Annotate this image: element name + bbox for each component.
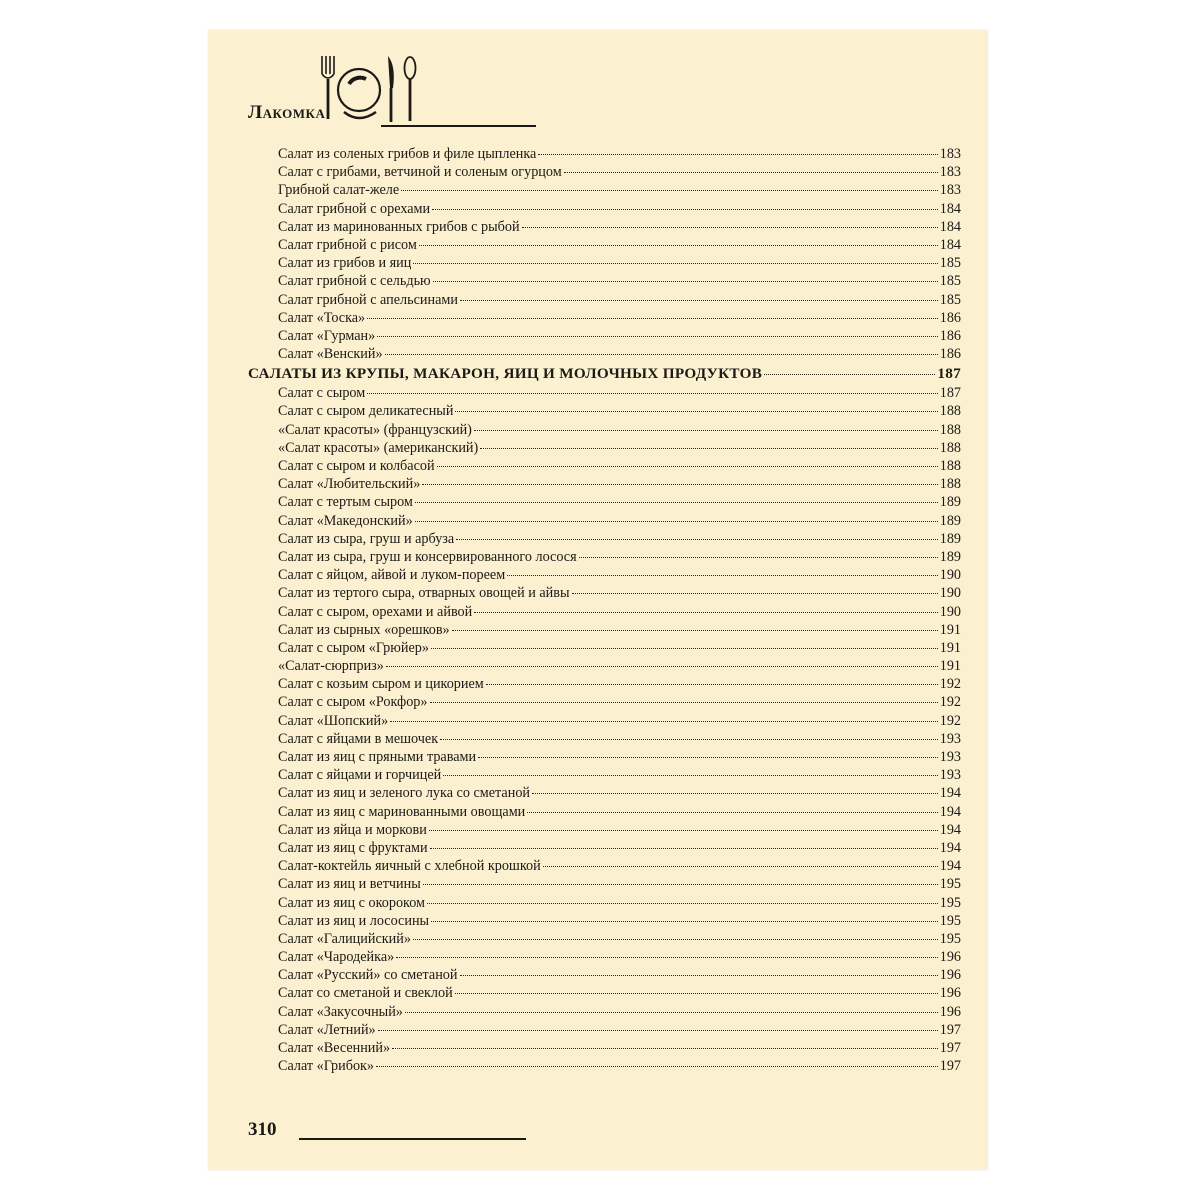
toc-page-number: 187 [939, 385, 961, 402]
dot-leader [385, 353, 938, 355]
toc-page-number: 195 [939, 930, 961, 947]
dot-leader [430, 847, 938, 849]
toc-entry [248, 748, 961, 766]
toc-page-number: 186 [939, 309, 961, 326]
toc-page-number: 197 [939, 1021, 961, 1038]
toc-page-number: 186 [939, 327, 961, 344]
toc-title: Салат «Галицийский» [278, 930, 411, 947]
toc-title: Салат с сыром и колбасой [278, 458, 435, 474]
toc-page-number: 186 [939, 346, 961, 363]
dot-leader [437, 465, 938, 467]
toc-page-number: 192 [939, 676, 961, 693]
toc-title: Салат из яиц с пряными травами [278, 749, 477, 765]
dot-leader [396, 956, 938, 958]
dot-leader [474, 429, 938, 431]
toc-title: САЛАТЫ ИЗ КРУПЫ, МАКАРОН, ЯИЦ И МОЛОЧНЫХ ПРОДУКТОВ [248, 365, 763, 383]
toc-page-number: 191 [939, 639, 961, 656]
toc-title: Салат из яиц с окороком [278, 894, 426, 911]
dot-leader [507, 574, 938, 576]
toc-title: Салат «Грибок» [278, 1058, 375, 1075]
toc-entry [248, 254, 961, 272]
toc-entry [248, 272, 961, 290]
toc-page-number: 193 [939, 730, 961, 747]
toc-page-number: 184 [939, 236, 961, 253]
toc-page-number: 190 [939, 603, 961, 620]
toc-page-number: 188 [939, 403, 961, 420]
header-logo [248, 52, 448, 128]
toc-title: Салат из соленых грибов и филе цыпленка [278, 146, 537, 162]
toc-page-number: 196 [939, 967, 961, 984]
toc-title: Салат грибной с сельдью [278, 273, 431, 290]
dot-leader [392, 1047, 938, 1049]
toc-entry [248, 894, 961, 912]
toc-page-number: 196 [939, 949, 961, 966]
toc-title: Салат из тертого сыра, отварных овощей и айвы [278, 585, 570, 602]
toc-page-number: 193 [939, 767, 961, 784]
toc-entry [248, 200, 961, 218]
toc-title: Салат с яйцами и горчицей [278, 767, 442, 784]
toc-entry [248, 291, 961, 309]
dot-leader [430, 701, 938, 703]
dot-leader [579, 556, 938, 558]
dot-leader [572, 592, 938, 594]
toc-title: Салат со сметаной и свеклой [278, 985, 453, 1002]
dot-leader [405, 1011, 938, 1013]
toc-title: Салат из сырных «орешков» [278, 621, 450, 638]
toc-page-number: 195 [939, 912, 961, 929]
toc-title: Салат «Тоска» [278, 309, 366, 326]
toc-entry [248, 512, 961, 530]
dot-leader [478, 756, 938, 758]
dot-leader [455, 992, 938, 994]
toc-entry [248, 639, 961, 657]
toc-entry [248, 145, 961, 163]
dot-leader [432, 208, 938, 210]
toc-page-number: 187 [937, 365, 961, 383]
toc-title: Салат «Русский» со сметаной [278, 967, 458, 984]
toc-title: Салат грибной с апельсинами [278, 291, 458, 308]
toc-title: Салат с грибами, ветчиной и соленым огурцом [278, 164, 562, 181]
toc-page-number: 194 [939, 785, 961, 802]
dot-leader [460, 974, 938, 976]
dot-leader [443, 774, 937, 776]
toc-entry [248, 384, 961, 402]
toc-entry [248, 675, 961, 693]
toc-page-number: 184 [939, 200, 961, 217]
toc-entry [248, 181, 961, 199]
dot-leader [538, 153, 937, 155]
dot-leader [431, 647, 938, 649]
toc-title: «Салат красоты» (французский) [278, 421, 472, 438]
toc-title: Салат-коктейль яичный с хлебной крошкой [278, 858, 541, 875]
toc-title: «Салат красоты» (американский) [278, 439, 479, 456]
toc-title: Салат с сыром «Грюйер» [278, 639, 429, 656]
toc-entry [248, 875, 961, 893]
toc-title: Салат с яйцами в мешочек [278, 730, 439, 747]
toc-entry [248, 730, 961, 748]
toc-entry [248, 1057, 961, 1075]
dot-leader [422, 483, 937, 485]
toc-title: Салат из яиц с маринованными овощами [278, 803, 526, 820]
toc-page-number: 188 [939, 421, 961, 438]
toc-entry [248, 984, 961, 1002]
toc-entry [248, 839, 961, 857]
toc-entry [248, 584, 961, 602]
toc-title: Салат «Шопский» [278, 712, 389, 729]
page-footer [248, 1119, 648, 1149]
dot-leader [452, 629, 938, 631]
toc-page-number: 194 [939, 839, 961, 856]
toc-page-number: 195 [939, 876, 961, 893]
toc-page-number: 184 [939, 218, 961, 235]
dot-leader [415, 501, 938, 503]
toc-title: Салат «Чародейка» [278, 949, 395, 966]
dot-leader [764, 373, 935, 375]
toc-page-number: 188 [939, 439, 961, 456]
toc-title: Салат с сыром [278, 385, 366, 402]
toc-title: Салат из сыра, груш и арбуза [278, 530, 455, 547]
toc-entry [248, 912, 961, 930]
toc-title: Салат из сыра, груш и консервированного лосося [278, 548, 577, 565]
dot-leader [440, 738, 938, 740]
dot-leader [460, 299, 938, 301]
toc-entry [248, 309, 961, 327]
toc-entry [248, 1003, 961, 1021]
toc-entry [248, 857, 961, 875]
toc-entry [248, 236, 961, 254]
toc-title: Салат с сыром, орехами и айвой [278, 603, 473, 620]
toc-title: Салат «Весенний» [278, 1040, 391, 1056]
toc-page-number: 194 [939, 821, 961, 838]
cutlery-icon [314, 52, 424, 128]
dot-leader [429, 829, 938, 831]
toc-page-number: 185 [939, 273, 961, 290]
toc-page-number: 183 [939, 182, 961, 199]
dot-leader [390, 720, 938, 722]
toc-title: Салат с тертым сыром [278, 494, 413, 511]
toc-entry [248, 1039, 961, 1057]
toc-title: Салат «Любительский» [278, 476, 421, 493]
header-rule [381, 125, 536, 127]
toc-title: Салат из яиц с фруктами [278, 839, 428, 856]
dot-leader [367, 317, 938, 319]
dot-leader [543, 865, 938, 867]
toc-page-number: 188 [939, 458, 961, 474]
dot-leader [386, 665, 938, 667]
toc-page-number: 189 [939, 494, 961, 511]
dot-leader [423, 883, 938, 885]
toc-title: Салат «Венский» [278, 346, 383, 363]
toc-entry [248, 766, 961, 784]
toc-page-number: 194 [939, 803, 961, 820]
toc-page-number: 195 [939, 894, 961, 911]
toc-page-number: 194 [939, 858, 961, 875]
toc-entry [248, 327, 961, 345]
toc-entry [248, 966, 961, 984]
toc-title: Салат с козьим сыром и цикорием [278, 676, 484, 693]
toc-title: Салат грибной с орехами [278, 200, 431, 217]
toc-entry [248, 821, 961, 839]
toc-entry [248, 475, 961, 493]
dot-leader [564, 171, 938, 173]
dot-leader [433, 280, 938, 282]
toc-title: «Салат-сюрприз» [278, 658, 384, 675]
toc-title: Салат с яйцом, айвой и луком-пореем [278, 567, 506, 584]
toc-entry [248, 948, 961, 966]
toc-entry [248, 548, 961, 566]
dot-leader [401, 189, 938, 191]
toc-page-number: 190 [939, 567, 961, 584]
toc-page-number: 192 [939, 694, 961, 711]
toc-entry [248, 402, 961, 420]
dot-leader [376, 1065, 938, 1067]
toc-entry [248, 657, 961, 675]
toc-page-number: 192 [939, 712, 961, 729]
toc-page-number: 183 [939, 146, 961, 162]
dot-leader [378, 1029, 938, 1031]
toc-entry [248, 218, 961, 236]
toc-entry [248, 693, 961, 711]
toc-entry [248, 930, 961, 948]
toc-title: Салат из яиц и лососины [278, 912, 430, 929]
toc-page-number: 188 [939, 476, 961, 493]
toc-entry [248, 421, 961, 439]
dot-leader [480, 447, 937, 449]
dot-leader [413, 262, 937, 264]
toc-title: Салат с сыром деликатесный [278, 403, 454, 420]
toc-page-number: 185 [939, 255, 961, 272]
toc-page-number: 191 [939, 658, 961, 675]
toc-page-number: 193 [939, 749, 961, 765]
page-number: 310 [248, 1119, 277, 1140]
dot-leader [419, 244, 938, 246]
book-page [208, 30, 988, 1170]
dot-leader [486, 683, 938, 685]
footer-rule [299, 1138, 526, 1140]
toc-title: Салат с сыром «Рокфор» [278, 694, 428, 711]
toc-title: Салат грибной с рисом [278, 236, 417, 253]
toc-title: Грибной салат-желе [278, 182, 400, 199]
dot-leader [431, 920, 938, 922]
brand-title: Лакомка [248, 102, 326, 123]
table-of-contents [248, 145, 961, 1075]
dot-leader [377, 335, 937, 337]
toc-entry [248, 803, 961, 821]
toc-entry [248, 566, 961, 584]
dot-leader [415, 520, 938, 522]
toc-entry [248, 784, 961, 802]
toc-title: Салат «Гурман» [278, 327, 376, 344]
toc-page-number: 197 [939, 1040, 961, 1056]
toc-page-number: 197 [939, 1058, 961, 1075]
toc-entry [248, 345, 961, 363]
toc-page-number: 189 [939, 530, 961, 547]
toc-entry [248, 457, 961, 475]
toc-page-number: 190 [939, 585, 961, 602]
toc-page-number: 189 [939, 548, 961, 565]
toc-title: Салат из яиц и зеленого лука со сметаной [278, 785, 531, 802]
toc-page-number: 191 [939, 621, 961, 638]
toc-entry [248, 1021, 961, 1039]
dot-leader [455, 410, 937, 412]
toc-entry [248, 439, 961, 457]
dot-leader [474, 611, 937, 613]
toc-title: Салат из яйца и моркови [278, 821, 427, 838]
toc-title: Салат «Летний» [278, 1021, 376, 1038]
toc-page-number: 196 [939, 985, 961, 1002]
toc-page-number: 189 [939, 512, 961, 529]
toc-page-number: 185 [939, 291, 961, 308]
toc-title: Салат из грибов и яиц [278, 255, 412, 272]
toc-title: Салат из маринованных грибов с рыбой [278, 218, 520, 235]
dot-leader [427, 902, 938, 904]
dot-leader [456, 538, 938, 540]
dot-leader [527, 811, 937, 813]
toc-entry [248, 530, 961, 548]
toc-entry [248, 603, 961, 621]
dot-leader [532, 792, 938, 794]
toc-page-number: 196 [939, 1003, 961, 1020]
toc-page-number: 183 [939, 164, 961, 181]
toc-title: Салат «Македонский» [278, 512, 413, 529]
toc-entry [248, 621, 961, 639]
toc-entry [248, 493, 961, 511]
toc-title: Салат из яиц и ветчины [278, 876, 421, 893]
dot-leader [413, 938, 938, 940]
toc-title: Салат «Закусочный» [278, 1003, 403, 1020]
toc-section-heading [248, 363, 961, 384]
toc-entry [248, 163, 961, 181]
dot-leader [522, 226, 938, 228]
dot-leader [367, 392, 938, 394]
toc-entry [248, 712, 961, 730]
